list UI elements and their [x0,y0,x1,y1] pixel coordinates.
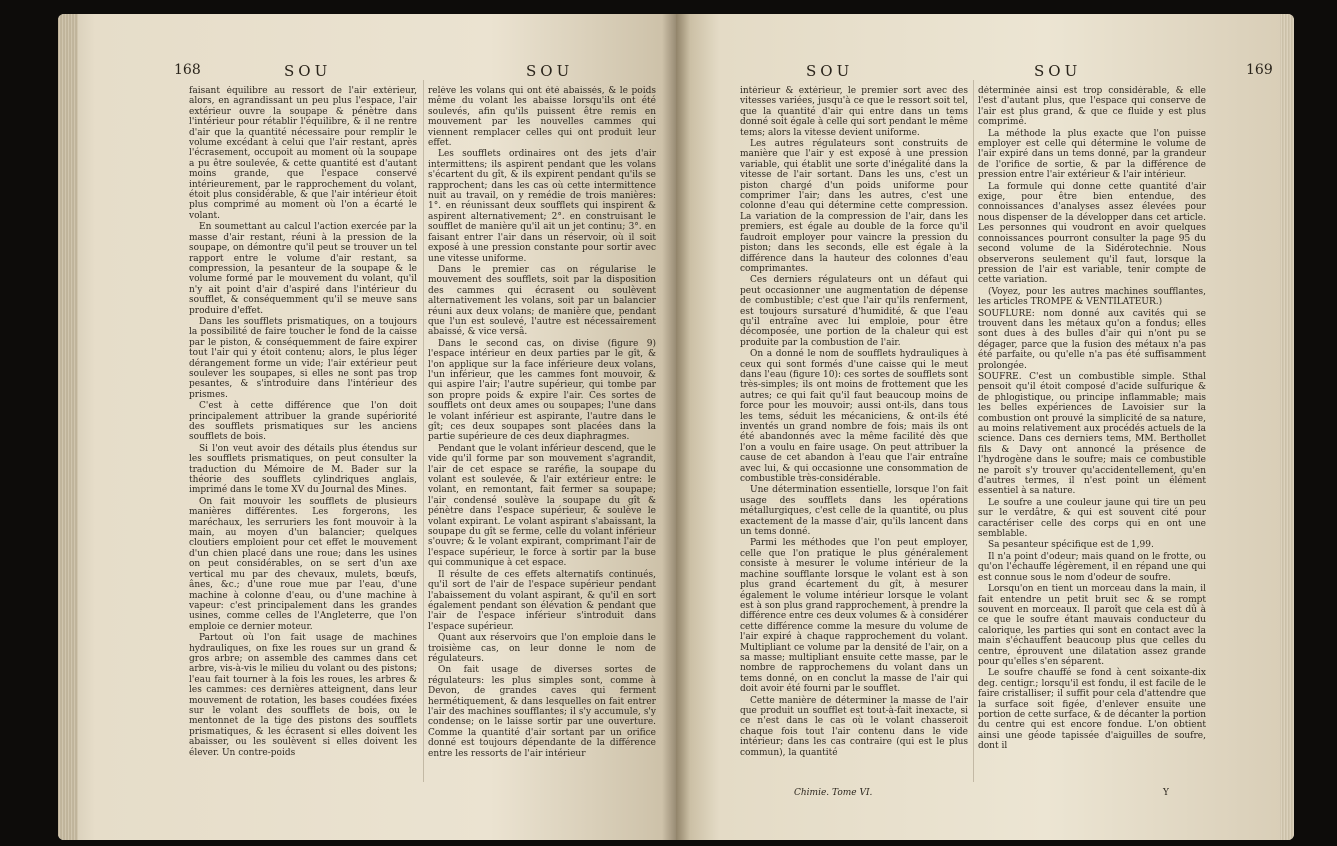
paragraph: Le soufre chauffé se fond à cent soixante-dix deg. centigr.; lorsqu'il est fondu, il est facile de le faire cristalliser; il suffit pour cela d'attendre que la surface soit figée, d'enlever ensuite une portion de cette surface, & de décanter la portion du centre qui est encore fondue. L'on obtient ainsi une géode tapissée d'aiguilles de soufre, dont il [978,668,1206,752]
left-column-1 [189,86,417,786]
paragraph: On fait usage de diverses sortes de régulateurs: les plus simples sont, comme à Devon, de grandes caves qui ferment hermétiquement, & dans lesquelles on fait entrer l'air des machines soufflantes; il s'y accumule, s'y condense; on le laisse sortir par une ouverture. Comme la quantité d'air sortant par un orifice donné est toujours dépendante de la différence entre les ressorts de l'air intérieur [428,665,656,759]
book-spread [58,14,1294,840]
paragraph: Une détermination essentielle, lorsque l'on fait usage des soufflets dans les opérations métallurgiques, c'est celle de la quantité, ou plus exactement de la masse d'air, qu'ils lancent dans un tems donné. [740,485,968,538]
right-header-left: SOU [806,62,854,80]
right-column-2 [978,86,1206,774]
left-header-right: SOU [526,62,574,80]
paragraph: La méthode la plus exacte que l'on puisse employer est celle qui détermine le volume de l'air expiré dans un tems donné, par la grandeur de l'orifice de sortie, & par la différence de pression entre l'air extérieur & l'air intérieur. [978,128,1206,181]
paragraph: Quant aux réservoirs que l'on emploie dans le troisième cas, on leur donne le nom de régulateurs. [428,633,656,664]
paragraph: Pendant que le volant inférieur descend, que le vide qu'il forme par son mouvement s'agrandit, l'air de cet espace se raréfie, la soupape du volant est soulevée, & l'air extérieur entre: le volant, en remontant, fait fermer sa soupape; l'air condensé soulève la soupape du gît & pénètre dans l'espace supérieur, & soulève le volant expirant. Le volant aspirant s'abaissant, la soupape du gît se ferme, celle du volant inférieur s'ouvre; & le volant expirant, comprimant l'air de l'espace supérieur, le force à sortir par la buse qui communique à cet espace. [428,443,656,569]
left-page-number: 168 [174,62,201,78]
paragraph: Les soufflets ordinaires ont des jets d'air intermittens; ils aspirent pendant que les volans s'écartent du gît, & ils expirent pendant qu'ils se rapprochent; dans les cas où cette intermittence nuit au travail, on y remédie de trois manières: 1°. en réunissant deux soufflets qui inspirent & aspirent alternativement; 2°. en construisant le soufflet de manière qu'il ait un jet continu; 3°. en faisant entrer l'air dans un réservoir, où il soit exposé à une pression constante pour sortir avec une vitesse uniforme. [428,149,656,264]
right-page-number: 169 [1246,62,1273,78]
paragraph: Dans le second cas, on divise (figure 9) l'espace intérieur en deux parties par le gît, & l'on applique sur la face inférieure deux volans, l'un inférieur, que les cammes font mouvoir, & qui aspire l'air; l'autre supérieur, qui tombe par son propre poids & expire l'air. Ces sortes de soufflets ont deux ames ou soupapes; l'une dans le volant inférieur est aspirante, l'autre dans le gît; ces deux soupapes sont placées dans la partie supérieure de ces deux diaphragmes. [428,338,656,443]
paragraph: déterminée ainsi est trop considérable, & elle l'est d'autant plus, que l'espace qui conserve de l'air est plus grand, & que ce fluide y est plus comprimé. [978,86,1206,128]
paragraph: Les autres régulateurs sont construits de manière que l'air y est exposé à une pression variable, qui établit une sorte d'inégalité dans la vitesse de l'air sortant. Dans les uns, c'est un piston chargé d'un poids uniforme pour comprimer l'air; dans les autres, c'est une colonne d'eau qui détermine cette compression. La variation de la compression de l'air, dans les premiers, est égale au double de la force qu'il faudroit employer pour vaincre la pression du piston; dans les seconds, elle est égale à la différence dans la hauteur des colonnes d'eau comprimantes. [740,139,968,274]
footer-signature: Y [1163,788,1169,798]
column-divider [423,80,424,782]
paragraph: Parmi les méthodes que l'on peut employer, celle que l'on pratique le plus généralement consiste à mesurer le volume intérieur de la machine soufflante lorsque le volant est à son plus grand écartement du gît, à mesurer également le volume intérieur lorsque le volant est à son plus grand rapprochement, à prendre la différence entre ces deux volumes & à considérer cette différence comme la mesure du volume de l'air expiré à chaque rapprochement du volant. Multipliant ce volume par la densité de l'air, on a sa masse; multipliant ensuite cette masse, par le nombre de rapprochemens du volant dans un tems donné, on en conclut la masse de l'air qui doit avoir été fourni par le soufflet. [740,538,968,695]
left-page-edges [58,14,78,840]
right-column-1 [740,86,968,786]
book-gutter [662,14,690,840]
paragraph: Le soufre a une couleur jaune qui tire un peu sur le verdâtre, & qui est souvent cité pour caractériser celle des corps qui en ont une semblable. [978,497,1206,540]
paragraph: intérieur & extérieur, le premier sort avec des vitesses variées, jusqu'à ce que le ressort soit tel, que la quantité d'air qui entre dans un tems donné soit égale à celle qui sort pendant le même tems; alors la vitesse devient uniforme. [740,86,968,138]
paragraph: En soumettant au calcul l'action exercée par la masse d'air restant, réuni à la pression de la soupape, on démontre qu'il peut se trouver un tel rapport entre le volume d'air restant, sa compression, la pesanteur de la soupape & le volume formé par le mouvement du volant, qu'il n'y ait point d'air d'aspiré dans l'intérieur du soufflet, & conséquemment qu'il se meuve sans produire d'effet. [189,222,417,316]
paragraph: Si l'on veut avoir des détails plus étendus sur les soufflets prismatiques, on peut consulter la traduction du Mémoire de M. Bader sur la théorie des soufflets cylindriques anglais, imprimé dans le tome XV du Journal des Mines. [189,443,417,496]
left-header-left: SOU [284,62,332,80]
left-column-2 [428,86,656,786]
paragraph: faisant équilibre au ressort de l'air extérieur, alors, en agrandissant un peu plus l'espace, l'air extérieur ouvre la soupape & pénètre dans l'intérieur pour rétablir l'équilibre, & il ne rentre d'air que la quantité nécessaire pour remplir le volume excédant à celui que l'air restant, après l'écrasement, occupoit au moment où la soupape a pu être soulevée, & cette quantité est d'autant moins grande, que l'espace conservé intérieurement, par le rapprochement du volant, étoit plus considérable, & que l'air intérieur étoit plus comprimé au moment où l'on a écarté le volant. [189,86,417,221]
right-header-right: SOU [1034,62,1082,80]
paragraph: Il n'a point d'odeur; mais quand on le frotte, ou qu'on l'échauffe légèrement, il en répand une qui est connue sous le nom d'odeur de soufre. [978,551,1206,583]
paragraph: La formule qui donne cette quantité d'air exige, pour être bien entendue, des connoissances d'analyses assez élevées pour nous dispenser de la développer dans cet article. Les personnes qui voudront en avoir quelques connoissances pourront consulter la page 95 du second volume de la Sidérotechnie. Nous observerons seulement qu'il faut, lorsque la pression de l'air est variable, tenir compte de cette variation. [978,181,1206,286]
paragraph: Dans les soufflets prismatiques, on a toujours la possibilité de faire toucher le fond de la caisse par le piston, & conséquemment de faire expirer tout l'air qui y étoit contenu; alors, le plus léger dérangement forme un vide; l'air extérieur peut soulever les soupapes, si elles ne sont pas trop pesantes, & s'introduire dans l'intérieur des prismes. [189,316,417,400]
paragraph: Il résulte de ces effets alternatifs continués, qu'il sort de l'air de l'espace supérieur pendant l'abaissement du volant aspirant, & qu'il en sort également pendant son élévation & pendant que l'air de l'espace inférieur s'introduit dans l'espace supérieur. [428,569,656,632]
paragraph: Lorsqu'on en tient un morceau dans la main, il fait entendre un petit bruit sec & se rompt souvent en morceaux. Il paroît que cela est dû à ce que le soufre étant mauvais conducteur du calorique, les parties qui sont en contact avec la main s'échauffent beaucoup plus que celles du centre, éprouvent une dilatation assez grande pour qu'elles s'en séparent. [978,584,1206,667]
paragraph: SOUFLURE: nom donné aux cavités qui se trouvent dans les métaux qu'on a fondus; elles sont dues à des bulles d'air qui n'ont pu se dégager, parce que la fusion des métaux n'a pas été parfaite, ou qu'elle n'a pas été suffisamment prolongée. [978,308,1206,371]
paragraph: On fait mouvoir les soufflets de plusieurs manières différentes. Les forgerons, les maréchaux, les serruriers les font mouvoir à la main, au moyen d'un balancier; quelques cloutiers emploient pour cet effet le mouvement d'un chien placé dans une roue; dans les usines on peut considérables, on se sert d'un axe vertical mu par des chevaux, mulets, bœufs, ânes, &c.; d'une roue mue par l'eau, d'une machine à colonne d'eau, ou d'une machine à vapeur: c'est principalement dans les grandes usines, comme celles de l'Angleterre, que l'on emploie ce dernier moteur. [189,496,417,632]
paragraph: Sa pesanteur spécifique est de 1,99. [988,540,1154,551]
paragraph: (Voyez, pour les autres machines soufflantes, les articles TROMPE & VENTILATEUR.) [978,286,1206,308]
paragraph: relève les volans qui ont été abaissés, & le poids même du volant les abaisse lorsqu'ils ont été soulevés, afin qu'ils puissent être remis en mouvement par les nouvelles cammes qui viennent remplacer celles qui ont produit leur effet. [428,86,656,149]
paragraph: Dans le premier cas on régularise le mouvement des soufflets, soit par la disposition des cammes qui écrasent ou soulèvent alternativement les volans, soit par un balancier réuni aux deux volans; de manière que, pendant que l'un est soulevé, l'autre est nécessairement abaissé, & vice versâ. [428,264,656,338]
footer-volume: Chimie. Tome VI. [794,788,873,798]
paragraph: Ces derniers régulateurs ont un défaut qui peut occasionner une augmentation de dépense de combustible; c'est que l'air qu'ils renferment, est toujours sursaturé d'humidité, & que l'eau qu'il entraîne avec lui emploie, pour être décomposée, une portion de la chaleur qui est produite par la combustion de l'air. [740,275,968,348]
paragraph: Cette manière de déterminer la masse de l'air que produit un soufflet est tout-à-fait inexacte, si ce n'est dans le cas où le volant chasseroit chaque fois tout l'air contenu dans le vide intérieur; dans les cas contraire (qui est le plus commun), la quantité [740,695,968,758]
left-page [58,14,676,840]
paragraph: On a donné le nom de soufflets hydrauliques à ceux qui sont formés d'une caisse qui le meut dans l'eau (figure 10): ces sortes de soufflets sont très-simples; ils ont moins de frottement que les autres; ce qui fait qu'il faut beaucoup moins de force pour les mouvoir; aussi ont-ils, dans tous les tems, séduit les mécaniciens, & ont-ils été inventés un grand nombre de fois; mais ils ont été abandonnés avec la même facilité dès que l'on a voulu en faire usage. On peut attribuer la cause de cet abandon à l'eau que l'air entraîne avec lui, & qui occasionne une consommation de combustible très-considérable. [740,349,968,485]
paragraph: SOUFRE. C'est un combustible simple. Sthal pensoit qu'il étoit composé d'acide sulfurique & de phlogistique, ou principe inflammable; mais les belles expériences de Lavoisier sur la combustion ont prouvé la simplicité de sa nature, au moins relativement aux procédés actuels de la science. Dans ces derniers tems, MM. Berthollet fils & Davy ont annoncé la présence de l'hydrogène dans le soufre; mais ce combustible ne paroît s'y trouver qu'accidentellement, qu'en d'autres termes, il n'est point un élément essentiel à sa nature. [978,371,1206,497]
right-page-edges [1280,14,1294,840]
paragraph: Partout où l'on fait usage de machines hydrauliques, on fixe les roues sur un grand & gros arbre; on assemble des cammes dans cet arbre, vis-à-vis le milieu du volant ou des pistons; l'eau fait tourner à la fois les roues, les arbres & les cammes: ces dernières atteignent, dans leur mouvement de rotation, les bases coudées fixées sur le volant des soufflets de bois, ou le mentonnet de la tige des pistons des soufflets prismatiques, & les écrasent si elles doivent les abaisser, ou les soulèvent si elles doivent les élever. Un contre-poids [189,633,417,758]
paragraph: C'est à cette différence que l'on doit principalement attribuer la grande supériorité des soufflets prismatiques sur les anciens soufflets de bois. [189,401,417,443]
column-divider [973,80,974,782]
right-page [676,14,1294,840]
